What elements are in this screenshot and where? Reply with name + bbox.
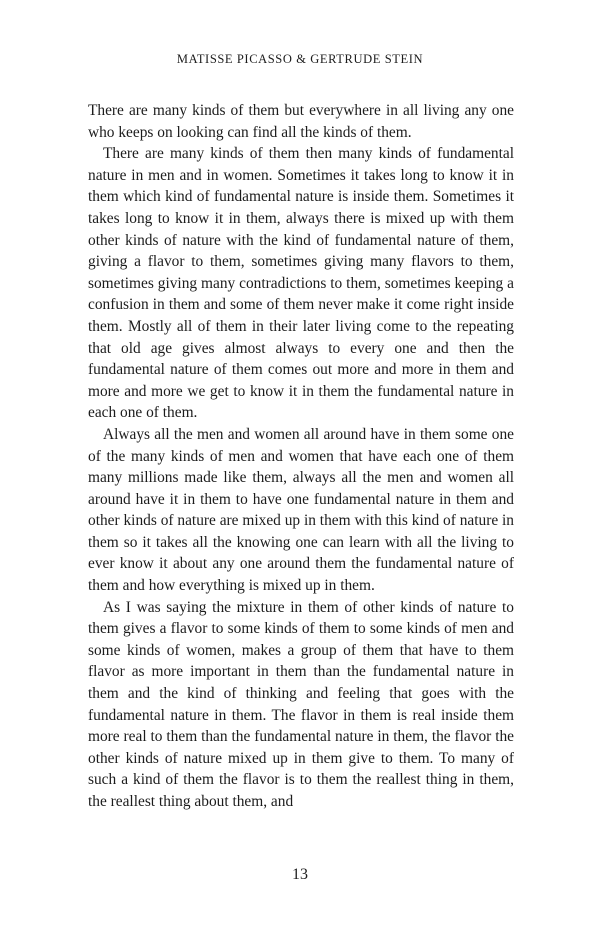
running-head: MATISSE PICASSO & GERTRUDE STEIN	[176, 52, 424, 66]
paragraph-4: As I was saying the mixture in them of other kinds of nature to them gives a flavor to some kinds of them to some kinds of men and some kinds of women, makes a group of them that have to them flavor as more important in them than the fundamental nature in them and the kind of thinking and feeling that goes with the fundamental nature in them. The flavor in them is real inside them more real to them than the fundamental nature in them, the flavor the other kinds of nature mixed up in them give to them. To many of such a kind of them the flavor is to them the reallest thing in them, the reallest thing about them, and	[88, 598, 514, 810]
body-text	[88, 100, 514, 813]
paragraph-1: There are many kinds of them but everywhere in all living any one who keeps on looking can find all the kinds of them.	[88, 102, 514, 141]
paragraph-3: Always all the men and women all around have in them some one of the many kinds of men and women that have each one of them many millions made like them, always all the men and women all around have it in them to have one fundamental nature in them and other kinds of nature are mixed up in them with this kind of nature in them so it takes all the knowing one can learn with all the living to ever know it about any one around them the fundamental nature of them and how everything is mixed up in them.	[88, 425, 514, 595]
page-number: 13	[292, 866, 308, 883]
paragraph-2: There are many kinds of them then many kinds of fundamental nature in men and in women. Sometimes it takes long to know it in them which kind of fundamental nature is inside them. Sometimes it takes long to know it in them, always there is mixed up with them other kinds of nature with the kind of fundamental nature of them, giving a flavor to them, sometimes giving many flavors to them, sometimes giving many contradictions to them, sometimes keeping a confusion in them and some of them never make it come right inside them. Mostly all of them in their later living come to the repeating that old age gives almost always to every one and then the fundamental nature of them comes out more and more in them and more and more we get to know it in them the fundamental nature in each one of them.	[88, 145, 514, 422]
